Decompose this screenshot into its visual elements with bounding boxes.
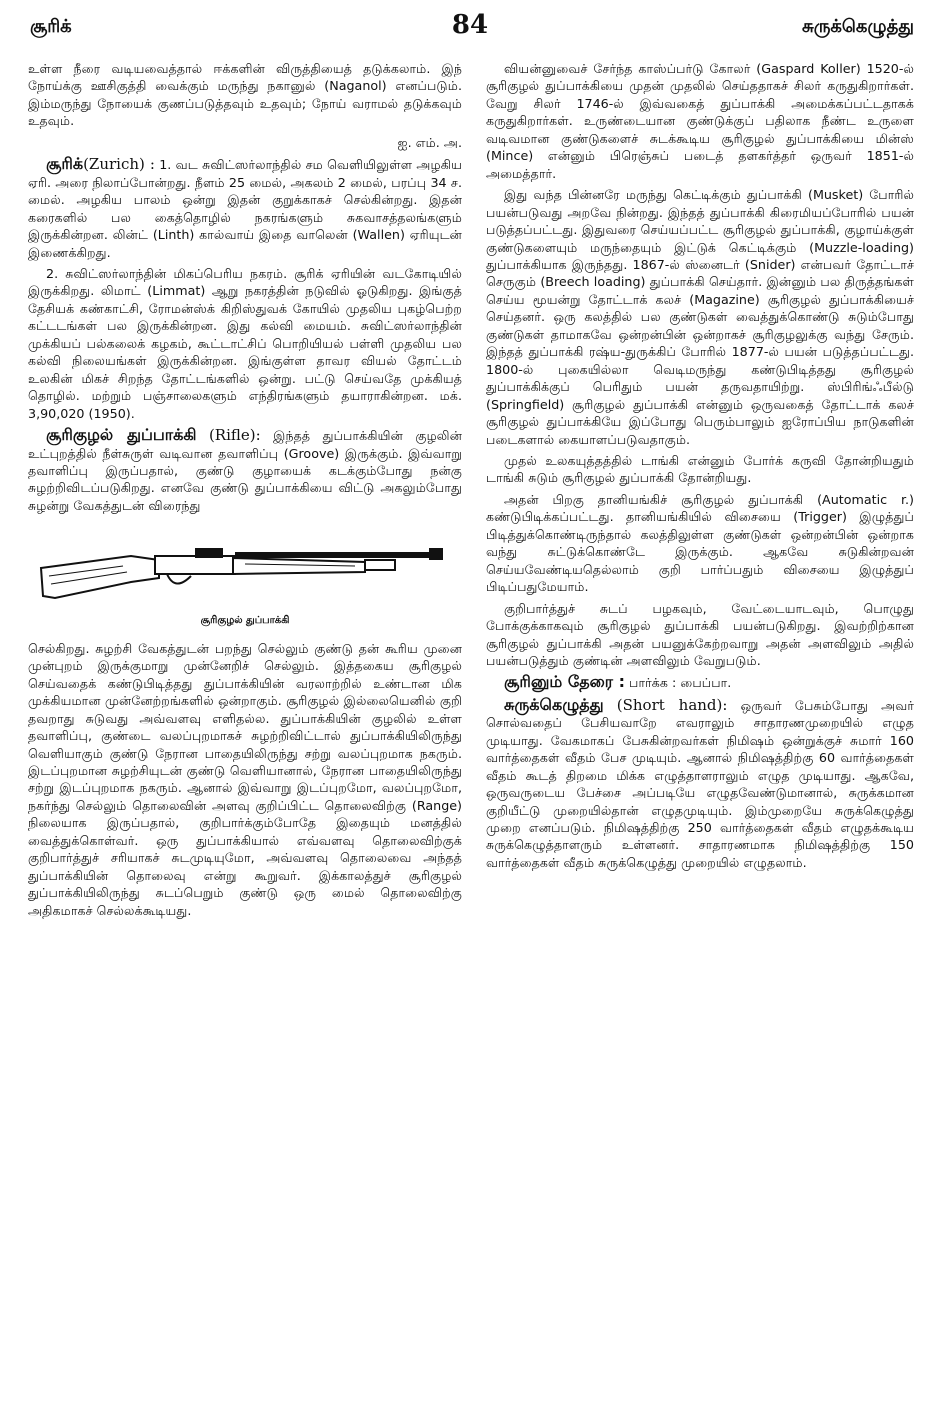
entry-heading: சூரிக் (46, 154, 84, 174)
entry-text: பார்க்க : பைப்பா. (629, 675, 732, 691)
entry-text: இந்தத் துப்பாக்கியின் குழலின் உட்புறத்தில் நீள்சுருள் வடிவான தவாளிப்பு (Groove) இருக்கும். இவ்வாறு தவாளிப்பு இருப்பதால், குண்டு குழாயைக் கடக்கும்போது நன்கு சுழற்றிவிடப்படுகிறது. எனவே குண்டு துப்பாக்கியை விட்டு அகலும்போது சுழன்று வேகத்துடன் விரைந்து (28, 428, 462, 513)
entry-english-term: (Short hand): (616, 695, 728, 714)
paragraph: குறிபார்த்துச் சுடப் பழகவும், வேட்டையாடவும், பொழுது போக்குக்காகவும் சூரிகுழல் துப்பாக்கி பயன்படுகிறது. இவற்றிற்கான சூரிகுழல் துப்பாக்கி அதன் பயனுக்கேற்றவாறு அதன் அளவிலும் அதில் பயன்படுத்தும் குண்டின் அளவிலும் வேறுபடும். (486, 600, 914, 668)
entry-english-term: (Rifle): (208, 426, 261, 445)
paragraph: முதல் உலகயுத்தத்தில் டாங்கி என்னும் போர்க் கருவி தோன்றியதும் டாங்கி சுடும் சூரிகுழல் துப்பாக்கி தோன்றியது. (486, 452, 914, 486)
paragraph: இது வந்த பின்னரே மருந்து கெட்டிக்கும் துப்பாக்கி (Musket) போரில் பயன்படுவது அறவே நின்றது. இந்தத் துப்பாக்கி கிரைமியப்போரில் பயன் படுத்தப்பட்டது. இதுவரை செய்யப்பட்ட சூரிகுழல் துப்பாக்கி, குழாய்க்குள் குண்டுகளையும் மருந்தையும் இட்டுக் கெட்டிக்கும் (Muzzle-loading) துப்பாக்கியாக இருந்தது. 1867-ல் ஸ்னைடர் (Snider) என்பவர் தோட்டாச் செருகும் (Breech loading) துப்பாக்கி செய்தார். இன்னும் பல திருத்தங்கள் செய்ய மூயன்று தோட்டாக் கலச் (Magazine) சூரிகுழல் துப்பாக்கியைச் செய்தனர். ஒரு கலத்தில் பல குண்டுகள் வைத்துக்கொண்டு சுடும்போது குண்டுகள் தாமாகவே ஒன்றன்பின் ஒன்றாகச் சூரிகுழலுக்கு வந்து சேரும். இந்தத் துப்பாக்கி ரஷ்ய-துருக்கிப் போரில் 1877-ல் பயன் படுத்தப்பட்டது. 1800-ல் புகையில்லா வெடிமருந்து கண்டுபிடித்தது சூரிகுழல் துப்பாக்கிக்குப் பெரிதும் பயன் தருவதாயிற்று. ஸ்பிரிங்ஃபீல்டு (Springfield) சூரிகுழல் துப்பாக்கி என்னும் ஒருவகைத் தோட்டாக் கலச் சூரிகுழல் துப்பாக்கியே இப்போது பெரும்பாலும் ஐரோப்பிய நாடுகளின் படைகளால் கையாளப்படுவதாகும். (486, 187, 914, 447)
header-left-guide-word: சூரிக் (30, 16, 72, 37)
right-column (486, 60, 914, 875)
entry-heading: சூரினும் தேரை : (504, 672, 625, 692)
rifle-illustration-icon (35, 526, 455, 606)
entry-heading: சுருக்கெழுத்து (504, 694, 604, 714)
figure-caption: சூரிகுழல் துப்பாக்கி (200, 615, 290, 627)
rifle-figure (28, 526, 462, 629)
left-column (28, 60, 462, 923)
entry-text: 1. வட சுவிட்ஸர்லாந்தில் சம வெளியிலுள்ள அழகிய ஏரி. அரை நிலாப்போன்றது. நீளம் 25 மைல், அகலம் 2 மைல், பரப்பு 34 ச. மைல். அழகிய பாலம் ஒன்று இதன் குறுக்காகச் செல்கின்றது. இதன் கரைகளில் பல கைத்தொழில் நகரங்களும் சுகவாசத்தலங்களும் இருக்கின்றன. லின்ட் (Linth) கால்வாய் இதை வாலென் (Wallen) ஏரியுடன் இணைக்கிறது. (28, 157, 462, 260)
author-initials: ஐ. எம். அ. (397, 134, 462, 150)
paragraph: அதன் பிறகு தானியங்கிச் சூரிகுழல் துப்பாக்கி (Automatic r.) கண்டுபிடிக்கப்பட்டது. தானியங்கியில் விசையை (Trigger) இழுத்துப் பிடித்துக்கொண்டிருந்தால் கலத்திலுள்ள குண்டுகள் ஒன்றன்பின் ஒன்றாக வந்து சுட்டுக்கொண்டே இருக்கும். ஆகவே சுடுகின்றவன் செய்யவேண்டியதெல்லாம் குறி பார்ப்பதும் விசையை இழுத்துப் பிடிப்பதுமேயாம். (486, 491, 914, 595)
paragraph: செல்கிறது. சுழற்சி வேகத்துடன் பறந்து செல்லும் குண்டு தன் கூரிய முனை முன்புறம் இருக்குமாறு முன்னேறிச் செல்லும். இத்தகைய சூரிகுழல் செய்வதைக் கண்டுபிடித்தது துப்பாக்கியின் வரலாற்றில் உண்டான மிக முக்கியமான முன்னேற்றங்களில் ஒன்றாகும். சூரிகுழல் இல்லையெனில் குறி தவறாது சுடுவது அவ்வளவு எளிதல்ல. துப்பாக்கியின் குழலில் உள்ள தவாளிப்பு, குண்டை வலப்புறமாகச் சுழற்றிவிட்டால் துப்பாக்கியிலிருந்து வெளியாகும் குண்டு நேரான பாதையிலிருந்து சற்று வலப்புறமாக நகரும். இடப்புறமான சுழற்சியுடன் குண்டு வெளியானால், நேரான பாதையிலிருந்து சற்று இடப்புறமாக நகரும். ஆனால் இவ்வாறு இடப்புறமோ, வலப்புறமோ, நகர்ந்து செல்லும் தொலைவின் அளவு குறிப்பிட்ட தொலைவிற்கு (Range) நிலையாக இருப்பதால், குறிபார்க்கும்போதே இதையும் மனத்தில் வைத்துக்கொள்வர். ஒரு துப்பாக்கியால் எவ்வளவு தொலைவிற்குக் குறிபார்த்துச் சரியாகச் சுடமுடியுமோ, அவ்வளவு தொலைவை அந்தத் துப்பாக்கியின் தொலைவு என்று கூறுவர். இக்காலத்துச் சூரிகுழல் துப்பாக்கியிலிருந்து சுடப்பெறும் குண்டு ஒரு மைல் தொலைவிற்கு அதிகமாகச் செல்லக்கூடியது. (28, 640, 462, 918)
paragraph: 2. சுவிட்ஸர்லாந்தின் மிகப்பெரிய நகரம். சூரிக் ஏரியின் வடகோடியில் இருக்கிறது. லிமாட் (Limmat) ஆறு நகரத்தின் நடுவில் ஓடுகிறது. இங்குத் தேசியக் கண்காட்சி, ரோமன்ஸ்க் கிறிஸ்துவக் கோயில் முதலிய புகழ்பெற்ற கட்டடங்கள் பல இருக்கின்றன. இது கல்வி மையம். சுவிட்ஸர்லாந்தின் முக்கியப் பல்கலைக் கழகம், கூட்டாட்சிப் பொறியியல் பள்ளி முதலிய பல கல்வி நிலையங்கள் இருக்கின்றன. இங்குள்ள தாவர வியல் தோட்டம் உலகின் மிகச் சிறந்த தோட்டங்களில் ஒன்று. பட்டு செய்வதே முக்கியத் தொழில். மற்றும் பஞ்சாலைகளும் எந்திரங்களும் தயாராகின்றன. மக். 3,90,020 (1950). (28, 265, 462, 421)
entry-text: ஒருவர் பேசும்போது அவர் சொல்வதைப் பேசியவாறே எவராலும் சாதாரணமுறையில் எழுத முடியாது. வேகமாகப் பேசுகின்றவர்கள் நிமிஷம் ஒன்றுக்குச் சுமார் 160 வார்த்தைகள் வீதம் பேச முடியும். ஆனால் நிமிஷத்திற்கு 60 வார்த்தைகள் வீதம் கூடத் திறமை மிக்க எழுத்தாளராலும் எழுத முடியாது. ஆகவே, ஒருவருடைய பேச்சை அப்படியே எழுதவேண்டுமானால், சுருக்கமான குறியீட்டு முறையில்தான் எழுதமுடியும். இம்முறையே சுருக்கெழுத்து முறை எனப்படும். நிமிஷத்திற்கு 250 வார்த்தைகள் வீதம் எழுதக்கூடிய சுருக்கெழுத்தாளரும் உள்ளனர். சாதாரணமாக நிமிஷத்திற்கு 150 வார்த்தைகள் வீதம் சுருக்கெழுத்து முறையில் எழுதலாம். (486, 697, 914, 870)
entry-rifle (28, 426, 462, 514)
entry-zurich (28, 155, 462, 261)
header-right-guide-word: சுருக்கெழுத்து (801, 16, 914, 37)
entry-english-term: (Zurich) : (83, 155, 155, 174)
entry-shorthand (486, 696, 914, 872)
entry-cross-reference (486, 673, 914, 691)
paragraph: வியன்னுவைச் சேர்ந்த காஸ்ப்பர்டு கோலர் (Gaspard Koller) 1520-ல் சூரிகுழல் துப்பாக்கியை முதன் முதலில் செய்ததாகச் சிலர் கருதுகிறார்கள். வேறு சிலர் 1746-ல் இவ்வகைத் துப்பாக்கி அமைக்கப்பட்டதாகக் கருதுகிறார்கள். உருண்டையான குண்டுக்குப் பதிலாக நீண்ட உருளை வடிவமான குண்டுகளைச் சுடக்கூடிய சூரிகுழல் துப்பாக்கியை மின்ஸ் (Mince) என்னும் பிரெஞ்சுப் படைத் தளகர்த்தர் ஒருவர் 1851-ல் அமைத்தார். (486, 61, 914, 181)
paragraph: உள்ள நீரை வடியவைத்தால் ஈக்களின் விருத்தியைத் தடுக்கலாம். இந் நோய்க்கு ஊசிகுத்தி வைக்கும் மருந்து நகானுல் (Naganol) எனப்படும். இம்மருந்து நோயைக் குணப்படுத்தவும் உதவும்; நோய் வராமல் தடுக்கவும் உதவும். (28, 61, 462, 129)
entry-heading: சூரிகுழல் துப்பாக்கி (46, 425, 197, 445)
page-header (22, 8, 918, 48)
page-number: 84 (451, 10, 489, 40)
